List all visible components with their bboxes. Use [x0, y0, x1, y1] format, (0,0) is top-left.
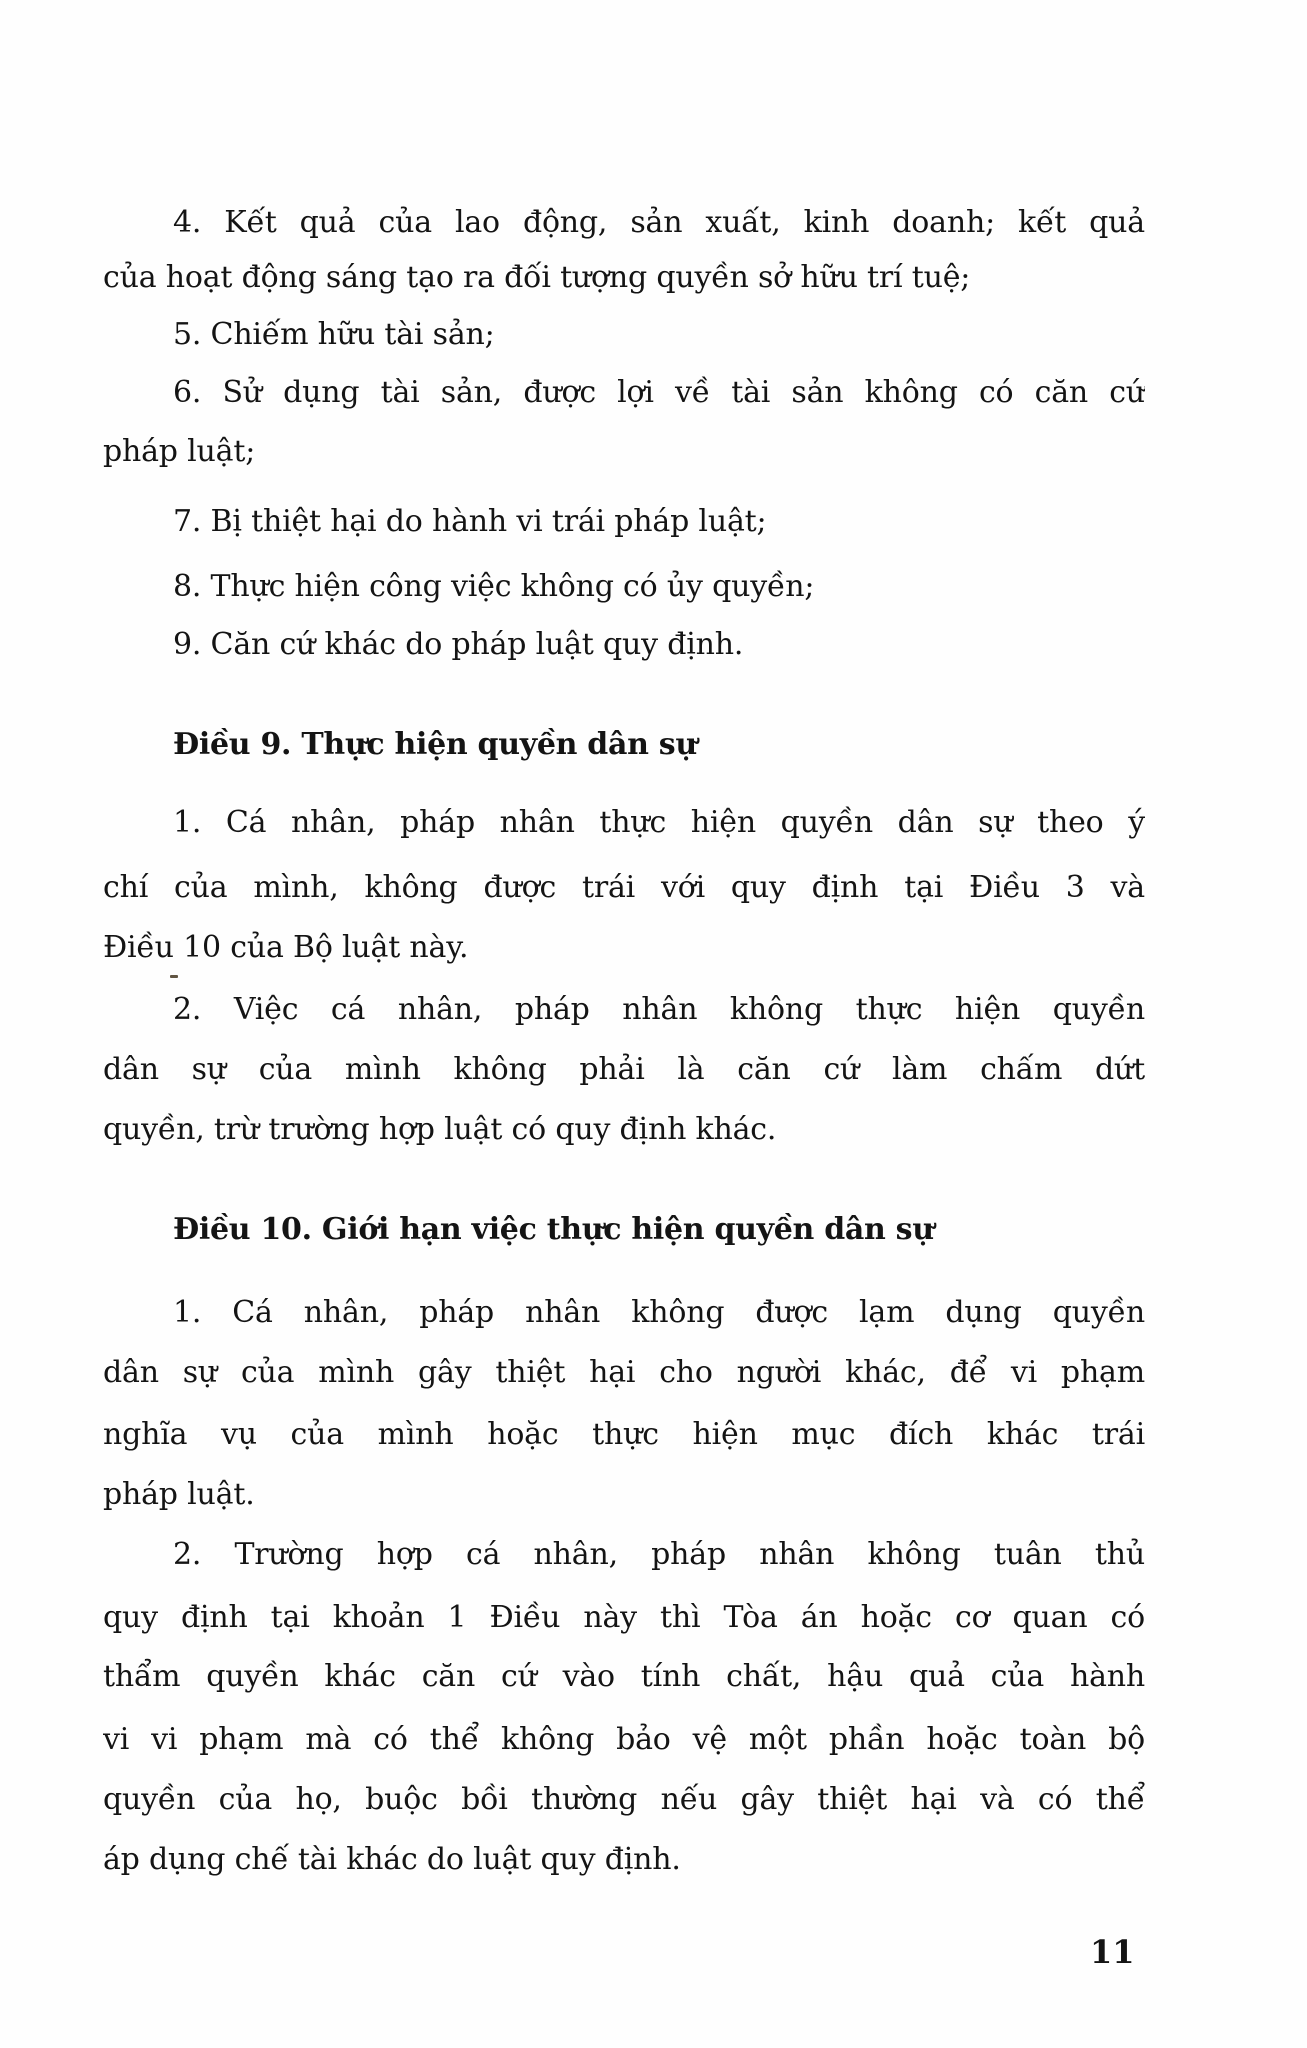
list-item-6-continuation: pháp luật; [103, 434, 256, 469]
article-10-clause-1-line-4: pháp luật. [103, 1477, 255, 1512]
list-item-4-continuation: của hoạt động sáng tạo ra đối tượng quyền sở hữu trí tuệ; [103, 260, 971, 295]
article-9-clause-1-line-3: Điều 10 của Bộ luật này. [103, 930, 469, 965]
article-9-clause-1-line-1: 1. Cá nhân, pháp nhân thực hiện quyền dân sự theo ý [173, 805, 1145, 840]
scan-artifact-mark [170, 975, 178, 978]
article-9-clause-2-line-1: 2. Việc cá nhân, pháp nhân không thực hiện quyền [173, 992, 1145, 1027]
article-10-clause-1-line-2: dân sự của mình gây thiệt hại cho người khác, để vi phạm [103, 1355, 1145, 1390]
page-number: 11 [1090, 1933, 1135, 1971]
list-item-6: 6. Sử dụng tài sản, được lợi về tài sản không có căn cứ [173, 375, 1145, 410]
list-item-4: 4. Kết quả của lao động, sản xuất, kinh doanh; kết quả [173, 205, 1145, 240]
list-item-9: 9. Căn cứ khác do pháp luật quy định. [173, 627, 744, 662]
article-10-clause-1-line-1: 1. Cá nhân, pháp nhân không được lạm dụng quyền [173, 1295, 1145, 1330]
list-item-7: 7. Bị thiệt hại do hành vi trái pháp luật; [173, 504, 767, 539]
article-10-clause-2-line-2: quy định tại khoản 1 Điều này thì Tòa án hoặc cơ quan có [103, 1600, 1145, 1635]
article-10-clause-2-line-3: thẩm quyền khác căn cứ vào tính chất, hậu quả của hành [103, 1659, 1145, 1694]
article-10-clause-2-line-1: 2. Trường hợp cá nhân, pháp nhân không tuân thủ [173, 1537, 1145, 1572]
article-9-clause-2-line-3: quyền, trừ trường hợp luật có quy định khác. [103, 1112, 777, 1147]
article-9-heading: Điều 9. Thực hiện quyền dân sự [173, 727, 697, 762]
list-item-5: 5. Chiếm hữu tài sản; [173, 317, 495, 352]
article-10-clause-2-line-4: vi vi phạm mà có thể không bảo vệ một phần hoặc toàn bộ [103, 1722, 1145, 1757]
article-10-clause-1-line-3: nghĩa vụ của mình hoặc thực hiện mục đích khác trái [103, 1417, 1145, 1452]
list-item-8: 8. Thực hiện công việc không có ủy quyền; [173, 569, 815, 604]
article-10-heading: Điều 10. Giới hạn việc thực hiện quyền dân sự [173, 1212, 934, 1247]
article-10-clause-2-line-5: quyền của họ, buộc bồi thường nếu gây thiệt hại và có thể [103, 1782, 1145, 1817]
article-9-clause-2-line-2: dân sự của mình không phải là căn cứ làm chấm dứt [103, 1052, 1145, 1087]
article-10-clause-2-line-6: áp dụng chế tài khác do luật quy định. [103, 1842, 681, 1877]
article-9-clause-1-line-2: chí của mình, không được trái với quy định tại Điều 3 và [103, 870, 1145, 905]
